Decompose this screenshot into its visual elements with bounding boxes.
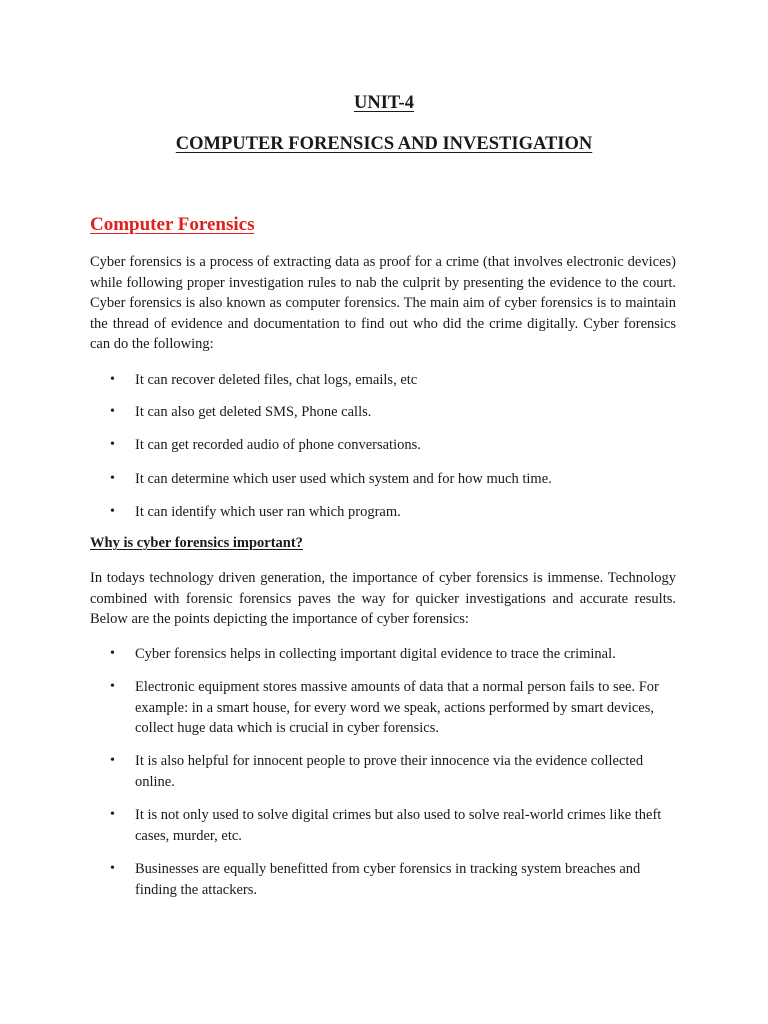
list-item-text: It is also helpful for innocent people to prove their innocence via the evidence collected online. [135, 753, 644, 790]
bullet-icon: • [110, 679, 115, 694]
bullet-icon: • [110, 646, 115, 661]
bullet-icon: • [110, 504, 115, 519]
bullet-icon: • [110, 471, 115, 486]
subheading-importance: Why is cyber forensics important? [90, 535, 303, 551]
bullet-icon: • [110, 372, 115, 387]
intro-paragraph: Cyber forensics is a process of extracting data as proof for a crime (that involves electronic devices) while following proper investigation rules to nab the culprit by presenting the evidence to the court. Cyber forensics is also known as computer forensics. The main aim of cyber forensics is to maintain the thread of evidence and documentation to find out who did the crime digitally. Cyber forensics can do the following: [90, 254, 676, 353]
list-item-text: It can determine which user used which system and for how much time. [135, 471, 552, 487]
bullet-icon: • [110, 807, 115, 822]
list-item-text: It is not only used to solve digital crimes but also used to solve real-world crimes like theft cases, murder, etc. [135, 807, 662, 844]
list-item-text: Electronic equipment stores massive amounts of data that a normal person fails to see. For example: in a smart house, for every word we speak, actions performed by smart devices, collect huge data which is crucial in cyber forensics. [135, 679, 659, 737]
bullet-icon: • [110, 753, 115, 768]
section-heading: Computer Forensics [90, 214, 255, 235]
bullet-icon: • [110, 404, 115, 419]
list-item-text: Cyber forensics helps in collecting important digital evidence to trace the criminal. [135, 646, 616, 662]
list-item-text: It can identify which user ran which program. [135, 504, 401, 520]
document-title: COMPUTER FORENSICS AND INVESTIGATION [175, 134, 593, 154]
list-item-text: It can get recorded audio of phone conversations. [135, 437, 421, 453]
bullet-icon: • [110, 861, 115, 876]
unit-title: UNIT-4 [354, 93, 414, 113]
list-item-text: It can recover deleted files, chat logs, emails, etc [135, 372, 418, 388]
importance-paragraph: In todays technology driven generation, the importance of cyber forensics is immense. Technology combined with forensic forensics paves the way for quicker investigations and accurate results. Below are the points depicting the importance of cyber forensics: [90, 570, 676, 628]
bullet-icon: • [110, 437, 115, 452]
list-item-text: It can also get deleted SMS, Phone calls. [135, 404, 372, 420]
list-item-text: Businesses are equally benefitted from cyber forensics in tracking system breaches and finding the attackers. [135, 861, 641, 898]
